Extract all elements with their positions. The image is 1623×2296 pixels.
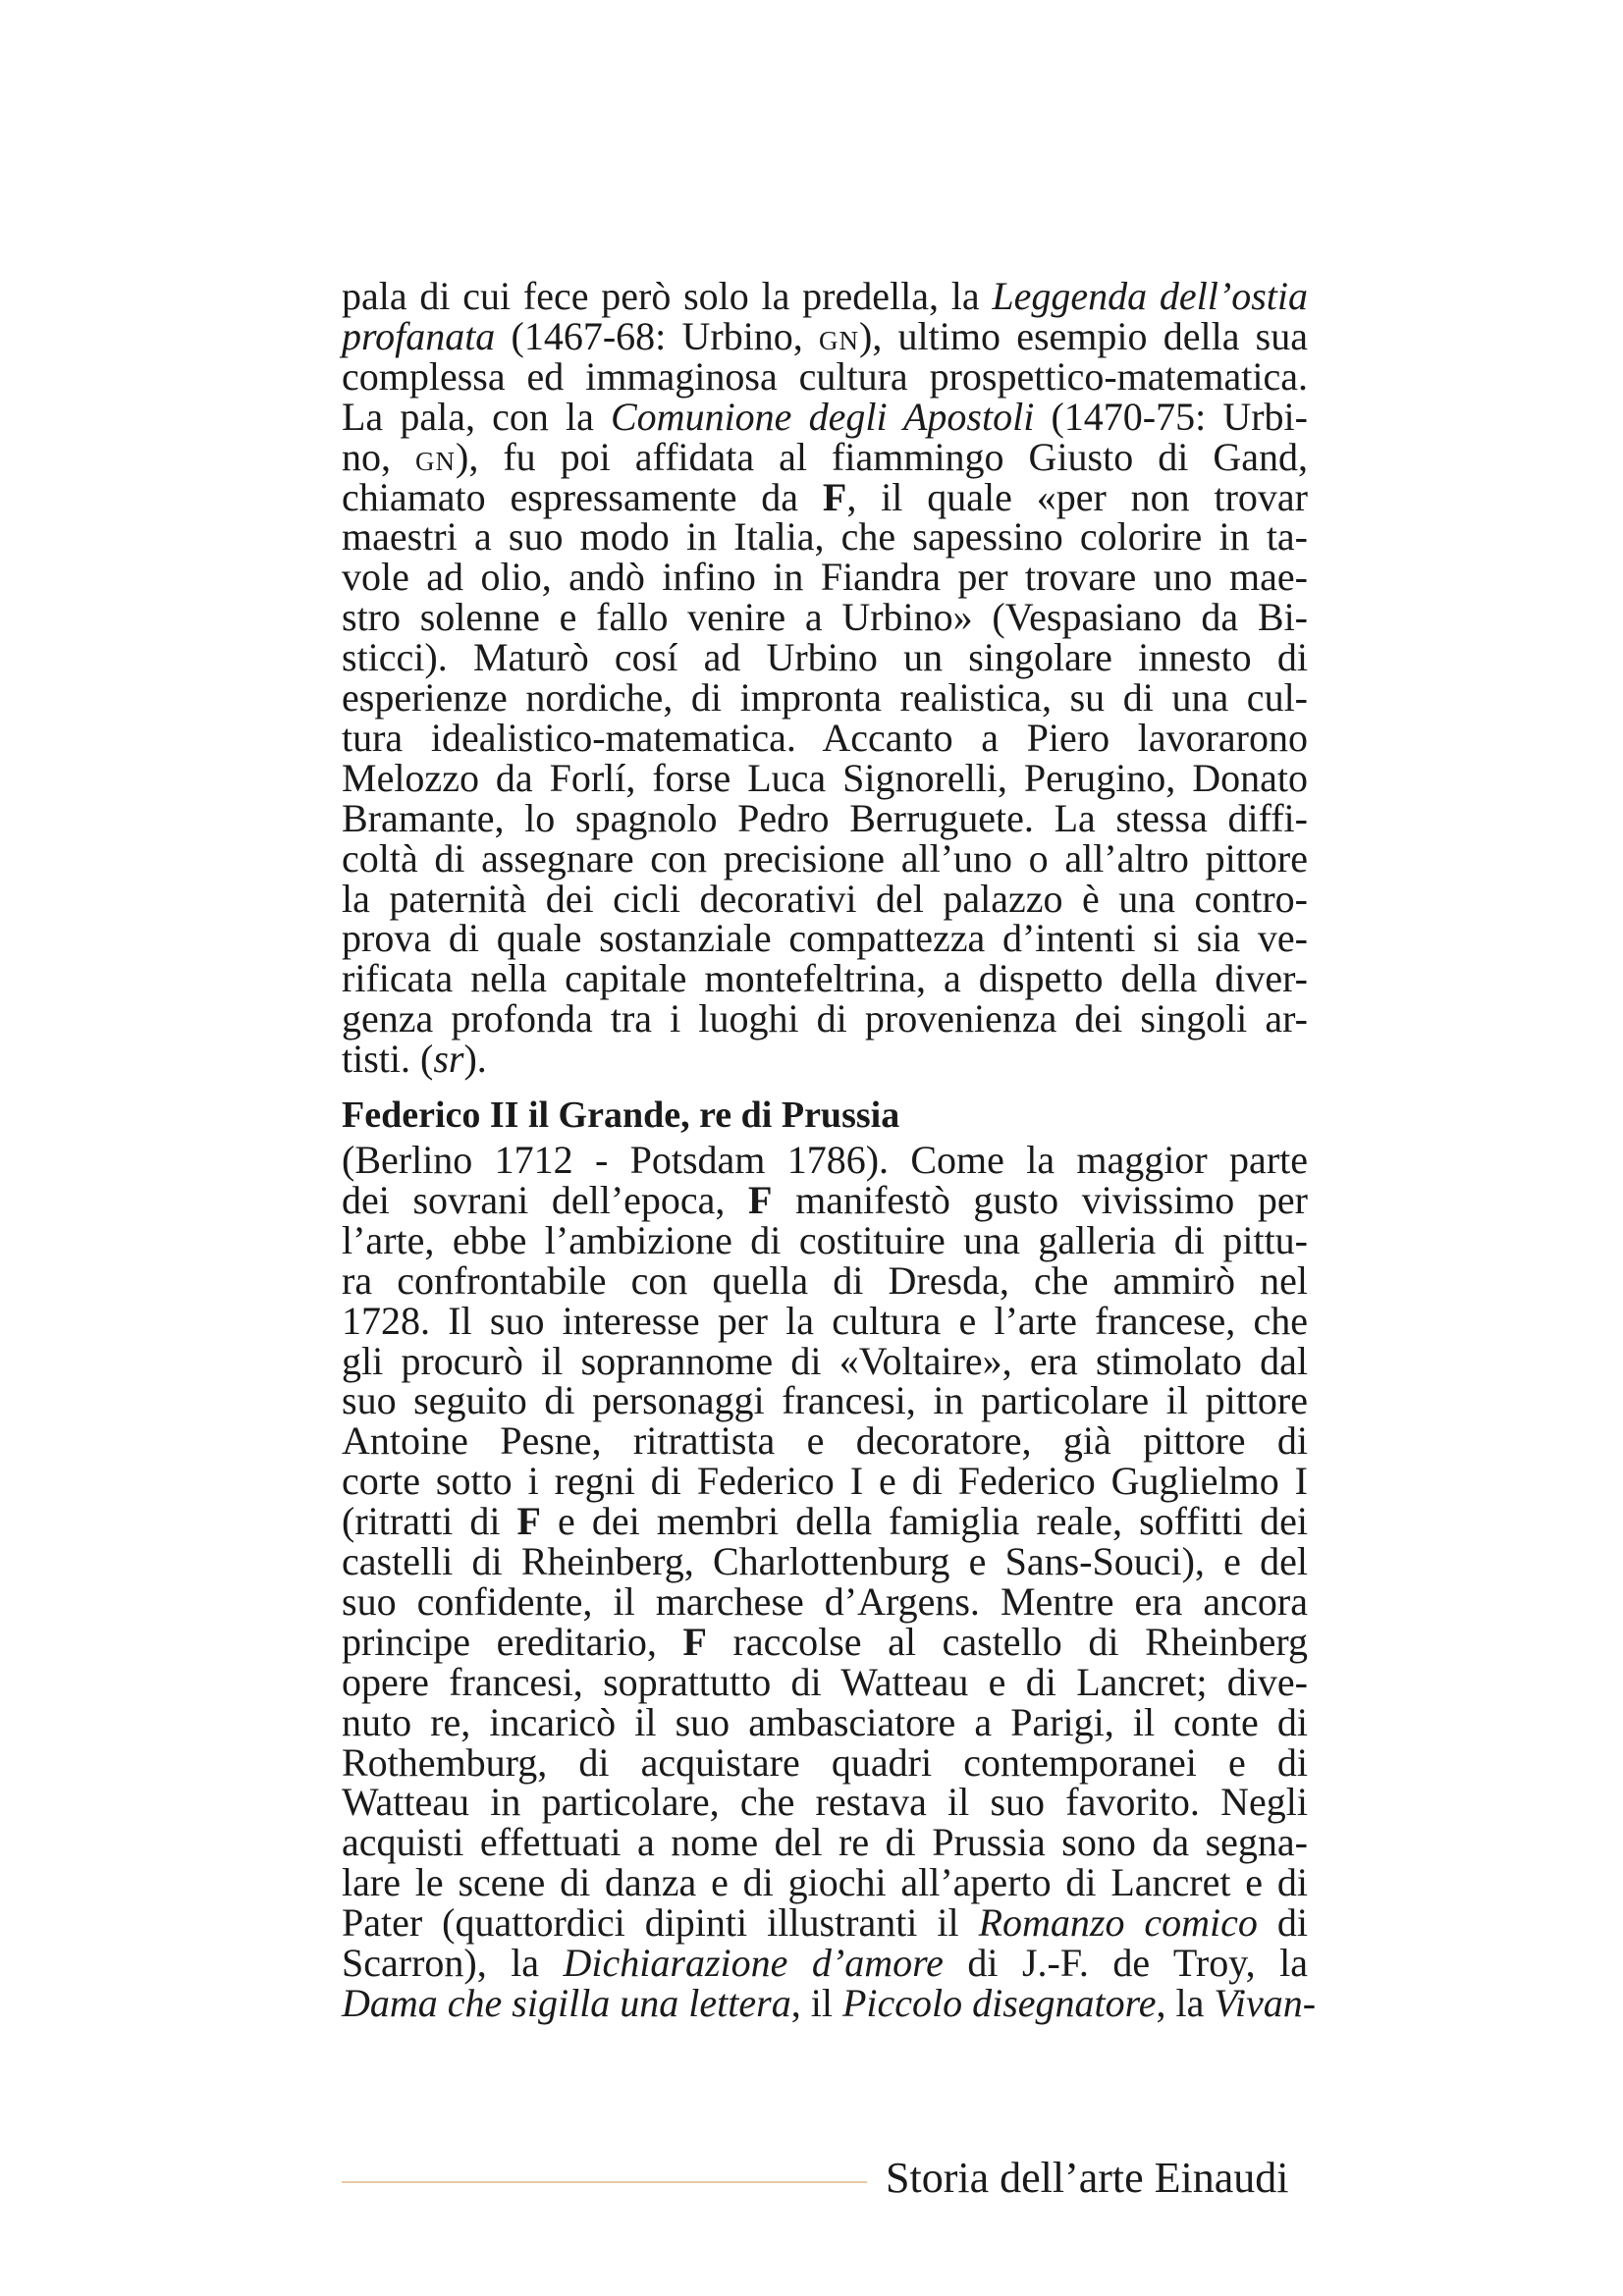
text-line: opere francesi, soprattutto di Watteau e di Lancret; dive- bbox=[342, 1659, 1308, 1704]
text-line: prova di quale sostanziale compattezza d’intenti si sia ve- bbox=[342, 916, 1308, 961]
text-line: (ritratti di F e dei membri della famiglia reale, soffitti dei bbox=[342, 1499, 1308, 1544]
text-line: castelli di Rheinberg, Charlottenburg e Sans-Souci), e del bbox=[342, 1539, 1308, 1583]
text-line: 1728. Il suo interesse per la cultura e l’arte francese, che bbox=[342, 1298, 1308, 1343]
text-line: nuto re, incaricò il suo ambasciatore a Parigi, il conte di bbox=[342, 1699, 1308, 1744]
text-line: rificata nella capitale montefeltrina, a dispetto della diver- bbox=[342, 956, 1308, 1001]
text-line: Watteau in particolare, che restava il suo favorito. Negli bbox=[342, 1780, 1308, 1825]
text-line: acquisti effettuati a nome del re di Prussia sono da segna- bbox=[342, 1820, 1308, 1865]
text-line: Melozzo da Forlí, forse Luca Signorelli, Perugino, Donato bbox=[342, 755, 1308, 800]
text-line: sticci). Maturò cosí ad Urbino un singolare innesto di bbox=[342, 635, 1308, 680]
text-line: Antoine Pesne, ritrattista e decoratore, già pittore di bbox=[342, 1418, 1308, 1464]
text-line: no, GN), fu poi affidata al fiammingo Giusto di Gand, bbox=[342, 434, 1308, 479]
footer-title: Storia dell’arte Einaudi bbox=[886, 2154, 1289, 2202]
text-line: chiamato espressamente da F, il quale «per non trovar bbox=[342, 474, 1308, 519]
footer-rule bbox=[342, 2181, 867, 2183]
text-line: dei sovrani dell’epoca, F manifestò gusto vivissimo per bbox=[342, 1177, 1308, 1222]
text-line: (Berlino 1712 - Potsdam 1786). Come la maggior parte bbox=[342, 1138, 1308, 1182]
text-line: ra confrontabile con quella di Dresda, che ammirò nel bbox=[342, 1257, 1308, 1303]
text-line: Rothemburg, di acquistare quadri contemporanei e di bbox=[342, 1739, 1308, 1785]
text-line: esperienze nordiche, di impronta realistica, su di una cul- bbox=[342, 675, 1308, 720]
text-line: Dama che sigilla una lettera, il Piccolo disegnatore, la Vivan- bbox=[342, 1980, 1317, 2025]
text-line: Bramante, lo spagnolo Pedro Berruguete. La stessa diffi- bbox=[342, 795, 1308, 840]
text-line: Pater (quattordici dipinti illustranti il Romanzo comico di bbox=[342, 1900, 1308, 1946]
text-line: suo confidente, il marchese d’Argens. Mentre era ancora bbox=[342, 1578, 1308, 1624]
text-line: tisti. (sr). bbox=[342, 1037, 487, 1082]
text-line: coltà di assegnare con precisione all’uno o all’altro pittore bbox=[342, 835, 1308, 881]
text-line: La pala, con la Comunione degli Apostoli (1470-75: Urbi- bbox=[342, 394, 1308, 439]
text-line: vole ad olio, andò infino in Fiandra per trovare uno mae- bbox=[342, 555, 1308, 600]
entry-heading: Federico II il Grande, re di Prussia bbox=[342, 1095, 900, 1136]
text-line: l’arte, ebbe l’ambizione di costituire una galleria di pittu- bbox=[342, 1217, 1308, 1262]
text-line: corte sotto i regni di Federico I e di Federico Guglielmo I bbox=[342, 1459, 1308, 1504]
text-line: suo seguito di personaggi francesi, in particolare il pittore bbox=[342, 1378, 1308, 1423]
text-line: gli procurò il soprannome di «Voltaire», era stimolato dal bbox=[342, 1338, 1308, 1383]
text-line: principe ereditario, F raccolse al castello di Rheinberg bbox=[342, 1619, 1309, 1664]
text-line: la paternità dei cicli decorativi del palazzo è una contro- bbox=[342, 876, 1308, 921]
text-line: tura idealistico-matematica. Accanto a Piero lavorarono bbox=[342, 715, 1308, 760]
text-line: Scarron), la Dichiarazione d’amore di J.-F. de Troy, la bbox=[342, 1941, 1308, 1985]
text-line: stro solenne e fallo venire a Urbino» (Vespasiano da Bi- bbox=[342, 595, 1308, 640]
text-line: profanata (1467-68: Urbino, GN), ultimo esempio della sua bbox=[342, 313, 1308, 358]
text-line: maestri a suo modo in Italia, che sapessino colorire in ta- bbox=[342, 514, 1308, 560]
text-line: pala di cui fece però solo la predella, la Leggenda dell’ostia bbox=[342, 274, 1308, 318]
text-line: complessa ed immaginosa cultura prospettico-matematica. bbox=[342, 353, 1308, 399]
text-line: genza profonda tra i luoghi di provenienza dei singoli ar- bbox=[342, 996, 1308, 1041]
text-line: lare le scene di danza e di giochi all’aperto di Lancret e di bbox=[342, 1860, 1308, 1905]
